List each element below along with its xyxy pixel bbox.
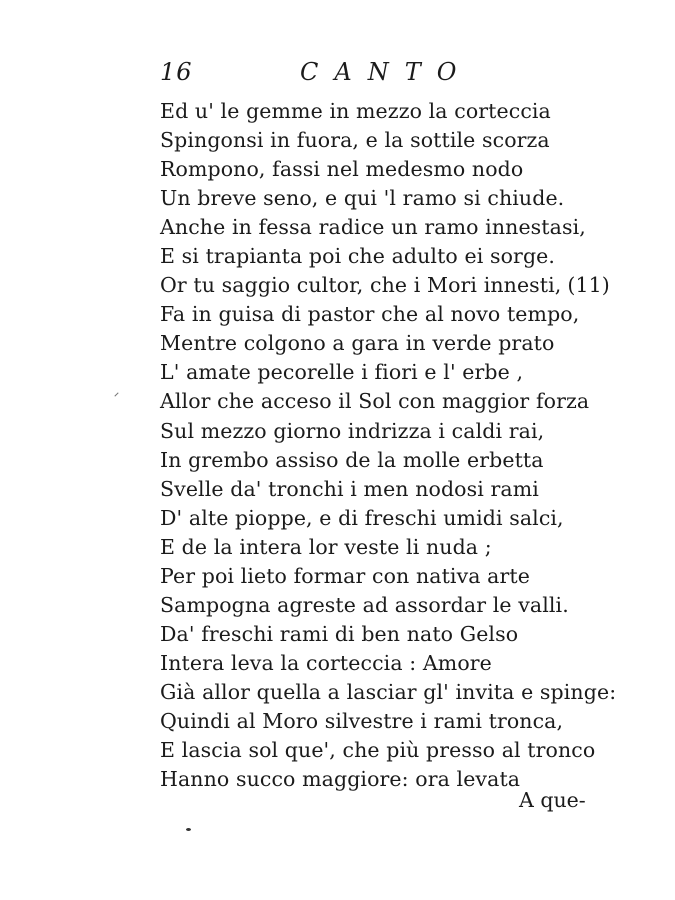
footnote-reference: (11)	[567, 273, 610, 298]
verse-line: Ed u' le gemme in mezzo la corteccia	[160, 99, 551, 123]
verse-line: Anche in fessa radice un ramo innestasi,	[160, 215, 586, 240]
verse-line: Mentre colgono a gara in verde prato	[160, 331, 555, 356]
verse-line: E de la intera lor veste li nuda ;	[160, 534, 492, 559]
page-number: 16	[160, 58, 193, 86]
page-header	[160, 58, 600, 92]
running-title: CANTO	[300, 58, 473, 86]
verse-line: Or tu saggio cultor, che i Mori innesti, (11)	[160, 273, 610, 298]
verse-line: E lascia sol que', che più presso al tronco	[160, 738, 596, 763]
verse-block	[160, 97, 617, 794]
catchword: A que-	[519, 788, 586, 812]
verse-line: Sul mezzo giorno indrizza i caldi rai,	[160, 418, 545, 443]
verse-line: Già allor quella a lasciar gl' invita e spinge:	[160, 679, 617, 704]
verse-line: Quindi al Moro silvestre i rami tronca,	[160, 708, 564, 733]
verse-line: Da' freschi rami di ben nato Gelso	[160, 621, 519, 646]
verse-line: Hanno succo maggiore: ora levata	[160, 767, 521, 792]
verse-line: E si trapianta poi che adulto ei sorge.	[160, 244, 556, 269]
verse-line: D' alte pioppe, e di freschi umidi salci,	[160, 505, 564, 530]
verse-line: L' amate pecorelle i fiori e l' erbe ,	[160, 360, 524, 385]
margin-mark	[114, 392, 118, 396]
verse-line: Fa in guisa di pastor che al novo tempo,	[160, 302, 580, 327]
verse-line: Un breve seno, e qui 'l ramo si chiude.	[160, 186, 565, 211]
ink-dot	[186, 828, 191, 831]
verse-line: In grembo assiso de la molle erbetta	[160, 447, 544, 472]
verse-line: Spingonsi in fuora, e la sottile scorza	[160, 128, 550, 153]
verse-line: Allor che acceso il Sol con maggior forza	[160, 389, 590, 414]
verse-line: Sampogna agreste ad assordar le valli.	[160, 592, 569, 617]
verse-line: Rompono, fassi nel medesmo nodo	[160, 157, 524, 182]
verse-line: Svelle da' tronchi i men nodosi rami	[160, 476, 539, 501]
verse-line: Intera leva la corteccia : Amore	[160, 650, 492, 675]
verse-line: Per poi lieto formar con nativa arte	[160, 563, 530, 588]
